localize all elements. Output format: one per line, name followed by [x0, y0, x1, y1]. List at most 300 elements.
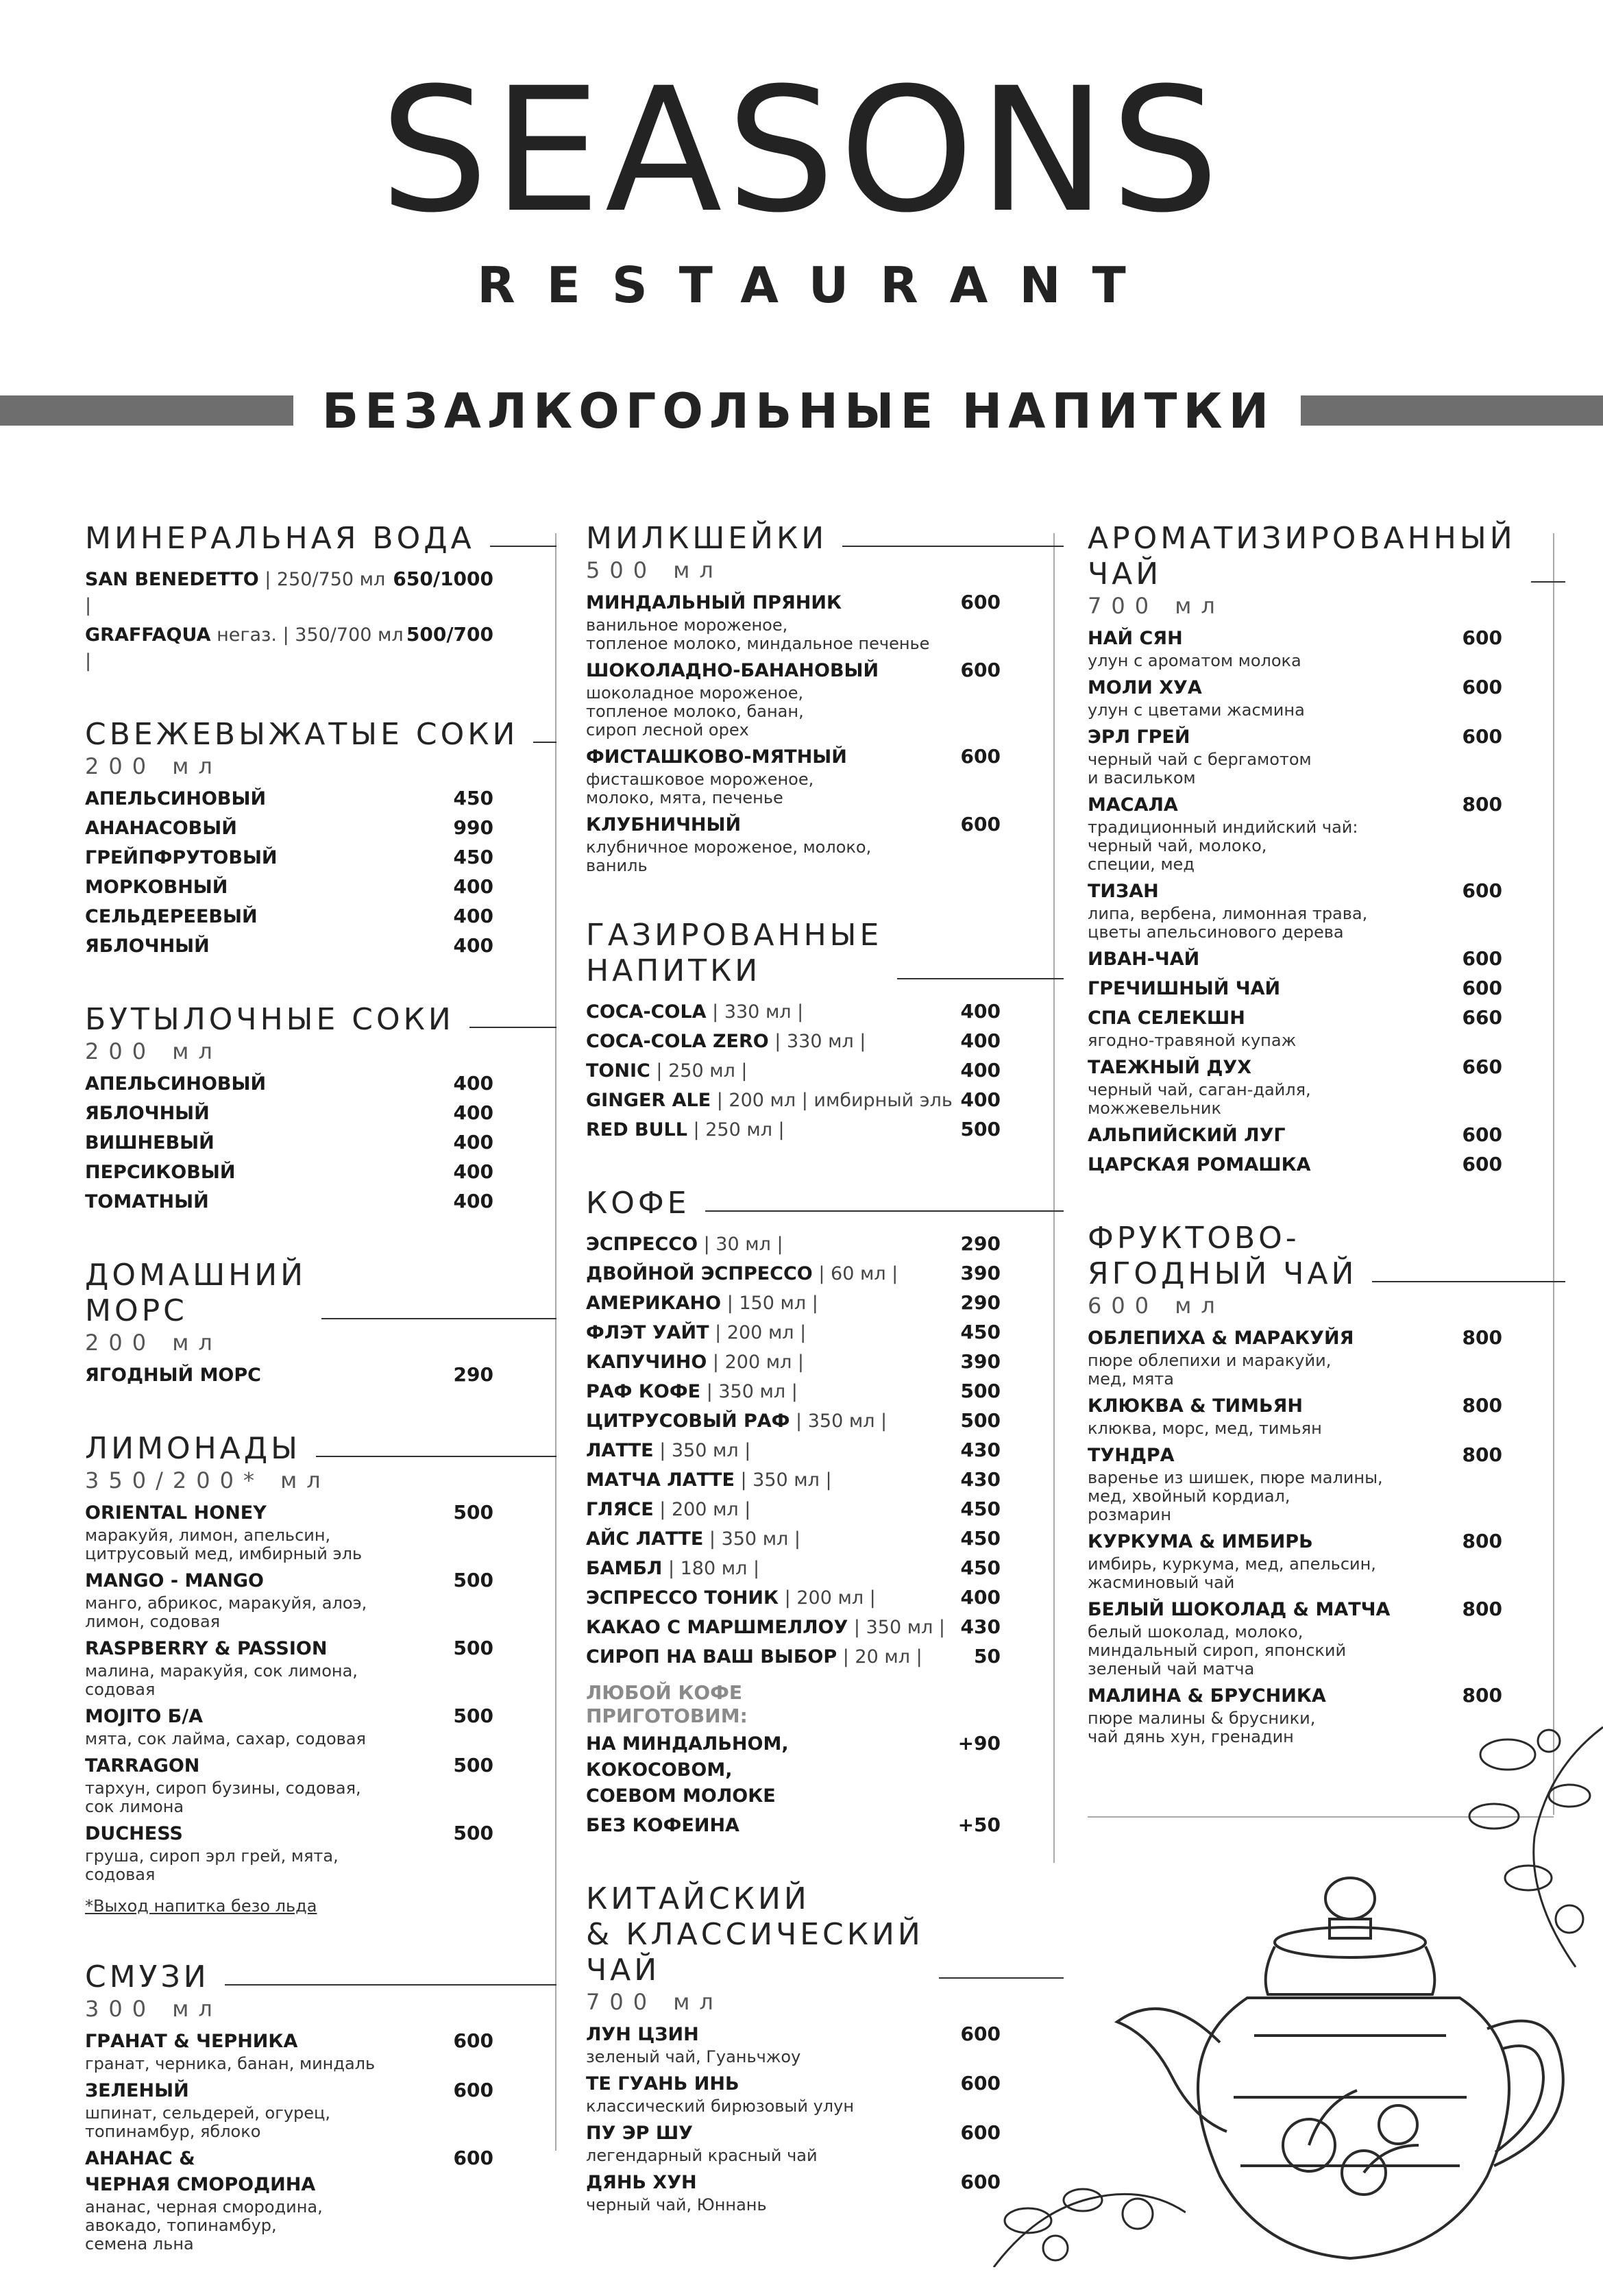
item-description: варенье из шишек, пюре малины, мед, хвойный кордиал, розмарин	[1088, 1468, 1383, 1524]
item-title: БЕЗ КОФЕИНА	[586, 1815, 739, 1836]
section-title	[586, 1881, 1001, 1988]
menu-item	[1088, 1596, 1502, 1623]
menu-item	[586, 1614, 1001, 1641]
section-title	[586, 918, 1001, 989]
menu-item	[85, 1567, 493, 1594]
item-name	[586, 590, 842, 616]
item-name	[586, 1029, 866, 1055]
item-name	[85, 1753, 199, 1779]
item-name	[1088, 1123, 1286, 1149]
item-name	[586, 1349, 804, 1376]
section-title	[85, 1431, 493, 1467]
item-name	[586, 1320, 806, 1346]
item-name	[1088, 879, 1159, 905]
section-title-rule	[897, 978, 1064, 979]
brand-subtitle: RESTAURANT	[477, 256, 1158, 314]
item-name	[586, 1261, 898, 1287]
item-name	[1088, 1152, 1311, 1178]
item-title: ЭСПРЕССО ТОНИК	[586, 1587, 779, 1609]
item-name	[586, 1556, 759, 1582]
item-title: SAN BENEDETTO	[85, 569, 259, 590]
menu-item	[85, 1100, 493, 1127]
item-price: 600	[1462, 676, 1502, 698]
item-title: НАЙ СЯН	[1088, 628, 1183, 649]
item-volume: | 20 мл |	[837, 1646, 922, 1668]
item-description: имбирь, куркума, мед, апельсин, жасминовый чай	[1088, 1554, 1376, 1592]
item-name	[85, 1071, 266, 1097]
item-title: КЛУБНИЧНЫЙ	[586, 814, 742, 835]
item-price: 500	[453, 1637, 493, 1659]
item-price: 400	[453, 875, 493, 898]
column-divider	[555, 533, 556, 2151]
section-title	[85, 521, 493, 557]
item-description: белый шоколад, молоко, миндальный сироп, японский зеленый чай матча	[1088, 1622, 1347, 1678]
section-title-text: ЛИМОНАДЫ	[85, 1431, 301, 1466]
item-name	[586, 1058, 748, 1084]
menu-section-ароматизированный-чай	[1088, 521, 1516, 1178]
item-price: 400	[453, 1072, 493, 1095]
item-title: ЛАТТЕ	[586, 1440, 654, 1461]
item-name	[586, 1526, 800, 1552]
section-title-text: ДОМАШНИЙ МОРС	[85, 1258, 307, 1328]
menu-item	[1088, 1122, 1502, 1149]
item-name	[586, 812, 741, 838]
item-volume: | 30 мл |	[698, 1234, 783, 1255]
section-volume: 700 мл	[1088, 593, 1225, 619]
item-volume: | 350 мл |	[703, 1528, 800, 1550]
item-name	[85, 786, 266, 812]
menu-item	[85, 844, 493, 871]
menu-section-смузи	[85, 1959, 493, 2254]
section-title-rule	[842, 546, 1064, 547]
menu-item	[586, 811, 1001, 838]
item-price: 450	[453, 787, 493, 809]
section-note: *Выход напитка безо льда	[85, 1896, 317, 1916]
menu-item	[586, 1585, 1001, 1611]
menu-item	[586, 1319, 1001, 1346]
item-price: 600	[453, 2079, 493, 2101]
item-price: 660	[1462, 1006, 1502, 1029]
item-name	[586, 1117, 785, 1143]
item-volume: | 250/750 мл |	[85, 569, 386, 616]
item-name	[586, 2071, 739, 2097]
menu-item	[85, 2145, 493, 2198]
menu-item	[1088, 878, 1502, 905]
item-volume: | 200 мл |	[707, 1352, 805, 1373]
flowers-icon	[1467, 1713, 1603, 1974]
section-title-text: ФРУКТОВО- ЯГОДНЫЙ ЧАЙ	[1088, 1221, 1358, 1291]
flowers-bottom-icon	[980, 2159, 1186, 2267]
item-title: GRAFFAQUA	[85, 624, 211, 646]
item-price: 400	[453, 905, 493, 927]
item-price: 600	[1462, 725, 1502, 748]
item-description: шпинат, сельдерей, огурец, топинамбур, яблоко	[85, 2103, 331, 2141]
item-title: ДЯНЬ ХУН	[586, 2172, 697, 2193]
item-title: ПЕРСИКОВЫЙ	[85, 1162, 236, 1183]
item-title: DUCHESS	[85, 1823, 183, 1844]
item-name	[85, 622, 406, 674]
item-title: TONIC	[586, 1060, 650, 1082]
item-description: маракуйя, лимон, апельсин, цитрусовый мед, имбирный эль	[85, 1526, 363, 1563]
section-title-text: МИЛКШЕЙКИ	[586, 521, 828, 556]
menu-item	[586, 1496, 1001, 1523]
item-name	[1088, 1005, 1245, 1031]
menu-item	[1088, 1528, 1502, 1555]
item-price: 600	[960, 2171, 1001, 2193]
section-title-rule	[1531, 581, 1565, 583]
item-title: МОРКОВНЫЙ	[85, 877, 228, 898]
item-volume: | 350 мл |	[653, 1440, 751, 1461]
menu-section-кофе	[586, 1186, 1001, 1839]
item-description: шоколадное мороженое, топленое молоко, банан, сироп лесной орех	[586, 683, 804, 740]
item-name	[85, 2146, 315, 2198]
menu-column-3	[1088, 521, 1516, 1789]
title-band-left	[0, 395, 293, 426]
item-price: 500	[453, 1754, 493, 1776]
item-title: ФИСТАШКОВО-МЯТНЫЙ	[586, 746, 847, 768]
item-title: RASPBERRY & PASSION	[85, 1638, 328, 1659]
menu-item	[85, 1703, 493, 1730]
item-price: 390	[960, 1350, 1001, 1373]
item-price: 50	[974, 1645, 1001, 1668]
section-title	[1088, 1221, 1502, 1292]
section-title-text: КИТАЙСКИЙ & КЛАССИЧЕСКИЙ ЧАЙ	[586, 1881, 924, 1988]
item-name	[85, 1101, 210, 1127]
item-price: 650/1000	[393, 567, 493, 590]
item-title: ТАЕЖНЫЙ ДУХ	[1088, 1057, 1252, 1078]
item-title: КАКАО С МАРШМЕЛЛОУ	[586, 1617, 848, 1638]
item-price: 500	[453, 1822, 493, 1844]
item-title: ЦИТРУСОВЫЙ РАФ	[586, 1410, 790, 1432]
item-price: 800	[1462, 1326, 1502, 1349]
item-title: СЕЛЬДЕРЕЕВЫЙ	[85, 906, 258, 927]
menu-item	[85, 1820, 493, 1847]
item-price: 500/700	[406, 623, 493, 646]
menu-item	[586, 1555, 1001, 1582]
item-title: БАМБЛ	[586, 1558, 663, 1579]
item-name	[586, 1497, 750, 1523]
menu-item	[85, 622, 493, 674]
item-description: малина, маракуйя, сок лимона, содовая	[85, 1661, 358, 1699]
item-name	[85, 567, 393, 619]
section-title	[586, 521, 1001, 557]
item-name	[1088, 1597, 1390, 1623]
item-title: RED BULL	[586, 1119, 687, 1140]
item-description: традиционный индийский чай: черный чай, молоко, специи, мед	[1088, 818, 1358, 874]
item-name	[586, 1291, 818, 1317]
item-price: 450	[960, 1498, 1001, 1520]
menu-item	[1088, 1005, 1502, 1031]
item-name	[1088, 1683, 1326, 1709]
item-price: 430	[960, 1439, 1001, 1461]
item-title: ГРАНАТ & ЧЕРНИКА	[85, 2031, 298, 2052]
item-description: фисташковое мороженое, молоко, мята, печенье	[586, 770, 814, 807]
menu-item	[1088, 975, 1502, 1002]
item-price: 500	[960, 1409, 1001, 1432]
item-title: КАПУЧИНО	[586, 1352, 707, 1373]
item-title: ЯБЛОЧНЫЙ	[85, 936, 210, 957]
item-price: 600	[1462, 1153, 1502, 1175]
item-description: манго, абрикос, маракуйя, алоэ, лимон, содовая	[85, 1593, 367, 1631]
item-description: пюре малины & брусники, чай дянь хун, гренадин	[1088, 1709, 1316, 1746]
menu-item	[85, 2028, 493, 2055]
item-price: 600	[1462, 626, 1502, 649]
menu-item	[586, 1087, 1001, 1114]
column-divider	[1053, 533, 1055, 1863]
menu-item	[586, 1526, 1001, 1552]
item-title: АМЕРИКАНО	[586, 1293, 722, 1314]
item-name	[586, 1467, 832, 1493]
item-title: ТОМАТНЫЙ	[85, 1191, 209, 1212]
item-title: COCA-COLA ZERO	[586, 1031, 769, 1052]
item-title: НА МИНДАЛЬНОМ, КОКОСОВОМ, СОЕВОМ МОЛОКЕ	[586, 1733, 789, 1807]
item-price: 800	[1462, 793, 1502, 816]
item-description: классический бирюзовый улун	[586, 2097, 855, 2116]
item-name	[85, 2029, 297, 2055]
menu-item	[586, 1058, 1001, 1084]
section-title-text: МИНЕРАЛЬНАЯ ВОДА	[85, 521, 475, 556]
item-title: ТИЗАН	[1088, 881, 1159, 902]
item-title: БЕЛЫЙ ШОКОЛАД & МАТЧА	[1088, 1599, 1391, 1620]
menu-item	[586, 999, 1001, 1025]
menu-section-газированные-напитки	[586, 918, 1001, 1143]
item-name	[85, 904, 258, 930]
item-title: GINGER ALE	[586, 1090, 711, 1111]
section-volume: 200 мл	[85, 1330, 222, 1356]
menu-item	[1088, 625, 1502, 652]
item-price: 500	[453, 1705, 493, 1727]
item-title: МАСАЛА	[1088, 794, 1178, 816]
menu-item	[1088, 674, 1502, 701]
item-title: РАФ КОФЕ	[586, 1381, 701, 1402]
item-title: АЛЬПИЙСКИЙ ЛУГ	[1088, 1125, 1286, 1146]
item-name	[586, 658, 879, 684]
item-description: черный чай с бергамотом и васильком	[1088, 750, 1312, 787]
menu-section-бутылочные-соки	[85, 1002, 493, 1215]
menu-item	[1088, 724, 1502, 750]
menu-item	[586, 589, 1001, 616]
menu-item	[1088, 946, 1502, 973]
menu-item	[586, 1028, 1001, 1055]
item-volume: | 250 мл |	[650, 1060, 748, 1082]
menu-section-домашний-морс	[85, 1258, 493, 1389]
item-price: 600	[1462, 977, 1502, 999]
item-price: 400	[453, 934, 493, 957]
menu-item	[1088, 1393, 1502, 1419]
menu-item	[586, 2071, 1001, 2097]
menu-section-минеральная-вода	[85, 521, 493, 674]
menu-item	[1088, 792, 1502, 818]
item-name	[1088, 1529, 1313, 1555]
menu-item	[586, 744, 1001, 770]
item-name	[85, 845, 278, 871]
item-name	[85, 816, 237, 842]
item-description: черный чай, Юннань	[586, 2195, 767, 2214]
item-price: 600	[960, 591, 1001, 613]
item-name	[85, 875, 228, 901]
section-title	[85, 1002, 493, 1038]
item-price: 450	[960, 1556, 1001, 1579]
item-price: 660	[1462, 1055, 1502, 1078]
item-price: 290	[960, 1232, 1001, 1255]
item-title: TARRAGON	[85, 1755, 200, 1776]
item-name	[85, 1568, 264, 1594]
item-price: 430	[960, 1468, 1001, 1491]
item-name	[85, 1160, 235, 1186]
item-title: ЦАРСКАЯ РОМАШКА	[1088, 1154, 1311, 1175]
section-volume: 300 мл	[85, 1996, 222, 2022]
menu-item	[1088, 1442, 1502, 1469]
item-title: АПЕЛЬСИНОВЫЙ	[85, 788, 267, 809]
item-name	[586, 1644, 922, 1670]
section-volume: 500 мл	[586, 557, 723, 583]
item-name	[85, 1636, 327, 1662]
item-description: клюква, морс, мед, тимьян	[1088, 1419, 1322, 1438]
item-description: зеленый чай, Гуаньчжоу	[586, 2047, 801, 2066]
menu-item	[586, 1812, 1001, 1839]
item-title: ЯГОДНЫЙ МОРС	[85, 1365, 261, 1386]
section-title-rule	[1372, 1281, 1565, 1282]
section-title	[1088, 521, 1516, 592]
item-price: 400	[453, 1101, 493, 1124]
item-volume: негаз. | 350/700 мл |	[85, 624, 404, 672]
section-title-rule	[490, 546, 556, 547]
item-description: ванильное мороженое, топленое молоко, миндальное печенье	[586, 615, 930, 653]
menu-section-милкшейки	[586, 521, 1001, 875]
item-title: МОЛИ ХУА	[1088, 677, 1202, 698]
item-title: ЭРЛ ГРЕЙ	[1088, 726, 1190, 748]
item-price: 600	[960, 2023, 1001, 2045]
item-price: +90	[957, 1732, 1001, 1755]
menu-item	[85, 1362, 493, 1389]
item-price: 390	[960, 1262, 1001, 1284]
item-price: 500	[453, 1501, 493, 1524]
item-title: ГЛЯСЕ	[586, 1499, 654, 1520]
menu-item	[586, 1290, 1001, 1317]
item-price: 990	[453, 816, 493, 839]
item-title: ГРЕЧИШНЫЙ ЧАЙ	[1088, 978, 1281, 999]
section-title	[85, 1258, 493, 1329]
menu-item	[85, 1188, 493, 1215]
coffee-options-heading: ЛЮБОЙ КОФЕ ПРИГОТОВИМ:	[586, 1681, 748, 1727]
menu-item	[586, 1378, 1001, 1405]
item-title: МАТЧА ЛАТТЕ	[586, 1469, 735, 1491]
section-title-rule	[533, 742, 556, 743]
item-name	[1088, 1326, 1354, 1352]
item-title: ЛУН ЦЗИН	[586, 2024, 699, 2045]
item-name	[586, 1585, 876, 1611]
section-title-rule	[469, 1027, 556, 1028]
item-name	[586, 1232, 783, 1258]
item-title: ШОКОЛАДНО-БАНАНОВЫЙ	[586, 660, 879, 681]
item-description: клубничное мороженое, молоко, ваниль	[586, 838, 872, 875]
menu-item	[85, 1071, 493, 1097]
item-title: ТЕ ГУАНЬ ИНЬ	[586, 2073, 739, 2095]
item-volume: | 250 мл |	[687, 1119, 785, 1140]
item-name	[85, 933, 210, 960]
item-title: ORIENTAL HONEY	[85, 1502, 267, 1524]
item-name	[85, 1704, 203, 1730]
menu-section-лимонады	[85, 1431, 493, 1917]
item-volume: | 350 мл |	[790, 1410, 888, 1432]
menu-item	[586, 1731, 1001, 1809]
item-price: 400	[453, 1131, 493, 1153]
column-divider	[1553, 533, 1554, 1815]
item-title: ВИШНЕВЫЙ	[85, 1132, 215, 1153]
item-price: 800	[1462, 1394, 1502, 1417]
page-title: БЕЗАЛКОГОЛЬНЫЕ НАПИТКИ	[321, 383, 1275, 439]
item-name	[586, 744, 847, 770]
item-name	[85, 1189, 209, 1215]
menu-item	[1088, 1151, 1502, 1178]
item-volume: | 180 мл |	[662, 1558, 760, 1579]
item-title: MOJITO Б/А	[85, 1706, 204, 1727]
item-name	[586, 999, 803, 1025]
menu-item	[85, 1129, 493, 1156]
section-title	[586, 1186, 1001, 1221]
item-volume: | 350 мл |	[848, 1617, 946, 1638]
item-name	[1088, 724, 1190, 750]
item-description: легендарный красный чай	[586, 2146, 818, 2165]
item-price: 400	[960, 1029, 1001, 1052]
item-title: АПЕЛЬСИНОВЫЙ	[85, 1073, 267, 1095]
item-description: тархун, сироп бузины, содовая, сок лимона	[85, 1779, 361, 1816]
item-name	[85, 1363, 261, 1389]
item-name	[1088, 792, 1178, 818]
menu-item	[85, 903, 493, 930]
menu-item	[586, 2021, 1001, 2048]
item-price: 500	[960, 1118, 1001, 1140]
item-name	[1088, 1393, 1303, 1419]
menu-item	[586, 1644, 1001, 1670]
item-price: 400	[960, 1586, 1001, 1609]
item-price: 290	[960, 1291, 1001, 1314]
item-price: 800	[1462, 1443, 1502, 1466]
item-description: улун с цветами жасмина	[1088, 700, 1305, 720]
menu-item	[85, 785, 493, 812]
item-description: мята, сок лайма, сахар, содовая	[85, 1729, 366, 1748]
item-name	[1088, 947, 1199, 973]
item-price: 450	[960, 1527, 1001, 1550]
menu-item	[1088, 1683, 1502, 1709]
item-description: улун с ароматом молока	[1088, 651, 1301, 670]
item-name	[1088, 1055, 1251, 1081]
item-price: 600	[960, 2072, 1001, 2095]
item-description: ананас, черная смородина, авокадо, топинамбур, семена льна	[85, 2197, 323, 2254]
menu-item	[85, 1159, 493, 1186]
section-title-rule	[225, 1984, 556, 1986]
item-volume: | 330 мл |	[768, 1031, 866, 1052]
item-price: 290	[453, 1363, 493, 1386]
item-volume: | 350 мл |	[700, 1381, 798, 1402]
item-title: ПУ ЭР ШУ	[586, 2123, 693, 2144]
item-title: АНАНАС & ЧЕРНАЯ СМОРОДИНА	[85, 2148, 316, 2195]
item-title: ЯБЛОЧНЫЙ	[85, 1103, 210, 1124]
item-volume: | 200 мл |	[653, 1499, 751, 1520]
menu-item	[85, 2077, 493, 2104]
item-price: +50	[957, 1813, 1001, 1836]
section-title-rule	[316, 1456, 556, 1457]
section-volume: 600 мл	[1088, 1293, 1225, 1319]
item-price: 800	[1462, 1598, 1502, 1620]
item-name	[586, 1731, 789, 1809]
item-price: 800	[1462, 1530, 1502, 1552]
item-title: МИНДАЛЬНЫЙ ПРЯНИК	[586, 592, 842, 613]
item-description: пюре облепихи и маракуйи, мед, мята	[1088, 1351, 1332, 1389]
item-name	[586, 2121, 693, 2147]
section-title-rule	[705, 1210, 1064, 1212]
item-price: 400	[960, 1059, 1001, 1082]
